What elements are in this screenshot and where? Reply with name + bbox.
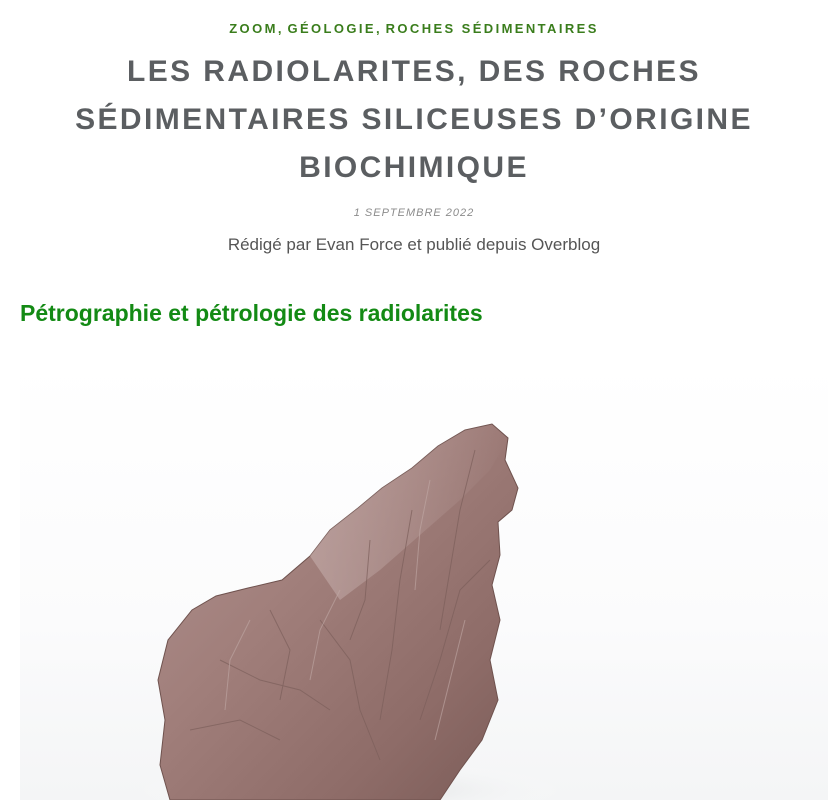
category-list: [0, 20, 828, 38]
radiolarite-photo: [20, 360, 828, 800]
article-date: 1 SEPTEMBRE 2022: [353, 207, 475, 219]
section-heading: Pétrographie et pétrologie des radiolarites: [20, 300, 483, 326]
category-link-geologie[interactable]: GÉOLOGIE: [287, 21, 376, 36]
category-link-zoom[interactable]: ZOOM: [229, 21, 278, 36]
radiolarite-rock-icon: [20, 360, 828, 800]
category-separator: ,: [277, 21, 282, 36]
article-title: LES RADIOLARITES, DES ROCHES SÉDIMENTAIRES SILICEUSES D’ORIGINE BIOCHIMIQUE: [75, 55, 753, 184]
article-header: [0, 0, 828, 256]
category-separator: ,: [375, 21, 380, 36]
category-link-roches-sedimentaires[interactable]: ROCHES SÉDIMENTAIRES: [385, 21, 599, 36]
article-byline: Rédigé par Evan Force et publié depuis Overblog: [227, 235, 601, 254]
